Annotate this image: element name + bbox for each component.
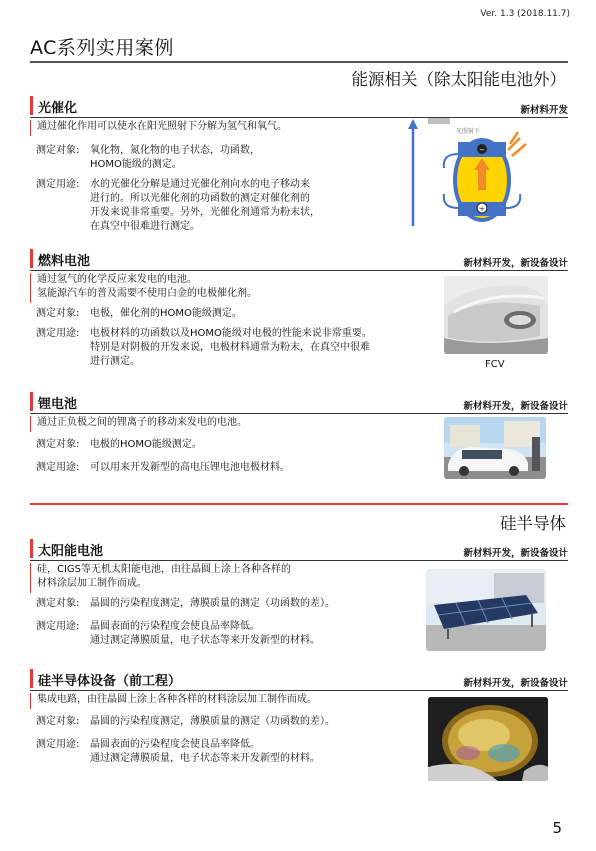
section-tag: 新材料开发，新设备设计	[463, 678, 568, 689]
measure-use-line: 晶圆表面的污染程度会使良品率降低。	[90, 739, 260, 750]
section-header-fuel-cell	[30, 247, 568, 271]
section-heading: 光催化	[38, 101, 78, 116]
description-text: 通过正负极之间的锂离子的移动来发电的电池。	[37, 417, 247, 428]
section-tag: 新材料开发	[520, 105, 568, 116]
ev-charging-image	[444, 417, 546, 479]
title-divider	[30, 61, 568, 63]
section-header-semiconductor	[30, 667, 568, 691]
measure-use-label: 测定用途:	[36, 179, 80, 190]
description-box	[30, 693, 390, 709]
svg-text:−: −	[479, 146, 485, 154]
header-accent-bar	[30, 392, 33, 411]
section-tag: 新材料开发，新设备设计	[463, 548, 568, 559]
section-tag: 新材料开发，新设备设计	[463, 401, 568, 412]
measure-use-row	[30, 620, 430, 648]
section-divider	[30, 503, 568, 505]
measure-use-line: 可以用来开发新型的高电压锂电池电极材料。	[90, 462, 290, 473]
version-label: Ver. 1.3 (2018.11.7)	[480, 9, 570, 19]
description-text: 硅，CIGS等无机太阳能电池，由往晶圆上涂上各种各样的	[37, 564, 292, 575]
silicon-wafer-image	[428, 697, 548, 781]
measure-use-line: 通过测定薄膜质量，电子状态等来开发新型的材料。	[90, 635, 320, 646]
measure-object-label: 测定对象:	[36, 598, 80, 609]
diagram-label: 光照射下	[456, 128, 481, 135]
measure-object-line: 电极的HOMO能级测定。	[90, 439, 202, 450]
measure-use-label: 测定用途:	[36, 739, 80, 750]
header-accent-bar	[30, 669, 33, 688]
page-title: AC系列实用案例	[30, 37, 174, 59]
measure-object-label: 测定对象:	[36, 439, 80, 450]
svg-text:+: +	[479, 205, 485, 213]
measure-use-line: 电极材料的功函数以及HOMO能级对电极的性能来说非常重要。	[90, 328, 372, 339]
measure-use-row	[30, 327, 430, 369]
description-box	[30, 120, 390, 136]
description-text: 氢能源汽车的普及需要不使用白金的电极催化剂。	[37, 288, 257, 299]
details-block	[30, 709, 430, 766]
measure-object-row	[30, 307, 430, 321]
measure-object-label: 测定对象:	[36, 145, 80, 156]
page-number: 5	[552, 819, 562, 837]
header-accent-bar	[30, 539, 33, 558]
solar-panel-image	[426, 569, 546, 651]
section-heading: 燃料电池	[38, 254, 91, 269]
header-underline	[30, 560, 568, 562]
description-text: 通过氢气的化学反应来发电的电池。	[37, 274, 197, 285]
measure-object-line: 氧化物，氮化物的电子状态，功函数，	[90, 145, 260, 156]
photocatalysis-diagram	[404, 116, 534, 230]
section-heading: 硅半导体设备（前工程）	[38, 674, 182, 689]
section-heading: 锂电池	[38, 397, 78, 412]
section-header-lithium	[30, 390, 568, 414]
measure-use-label: 测定用途:	[36, 621, 80, 632]
fcv-car-image	[444, 276, 548, 354]
description-text: 材料涂层加工制作而成。	[37, 578, 147, 589]
header-underline	[30, 413, 568, 415]
header-accent-bar	[30, 96, 33, 115]
measure-object-row	[30, 715, 430, 729]
header-underline	[30, 270, 568, 272]
measure-use-line: 通过测定薄膜质量，电子状态等来开发新型的材料。	[90, 753, 320, 764]
measure-use-line: 进行测定。	[90, 356, 140, 367]
measure-object-line: 电极，催化剂的HOMO能级测定。	[90, 308, 242, 319]
details-block	[30, 432, 430, 475]
description-box	[30, 563, 390, 593]
measure-use-line: 在真空中很难进行测定。	[90, 221, 200, 232]
description-text: 集成电路，由往晶圆上涂上各种各样的材料涂层加工制作而成。	[37, 694, 317, 705]
measure-use-row	[30, 461, 430, 475]
measure-object-label: 测定对象:	[36, 716, 80, 727]
header-underline	[30, 690, 568, 692]
section-title-silicon: 硅半导体	[500, 514, 566, 533]
measure-use-row	[30, 178, 390, 234]
details-block	[30, 301, 430, 369]
measure-object-line: 晶圆的污染程度测定，薄膜质量的测定（功函数的差）。	[90, 716, 335, 727]
details-block	[30, 591, 430, 648]
measure-object-line: HOMO能级的测定。	[90, 159, 182, 170]
measure-use-line: 开发来说非常重要。另外，光催化剂通常为粉末状，	[90, 207, 320, 218]
section-header-solar	[30, 537, 568, 561]
measure-use-line: 水的光催化分解是通过光催化剂向水的电子移动来	[90, 179, 310, 190]
measure-object-label: 测定对象:	[36, 308, 80, 319]
section-tag: 新材料开发，新设备设计	[463, 258, 568, 269]
measure-object-row	[30, 144, 390, 172]
header-accent-bar	[30, 249, 33, 268]
measure-object-row	[30, 438, 430, 452]
measure-use-line: 进行的。所以光催化剂的功函数的测定对催化剂的	[90, 193, 310, 204]
description-box	[30, 273, 390, 303]
measure-object-row	[30, 597, 430, 611]
measure-use-line: 特别是对阴极的开发来说，电极材料通常为粉末，在真空中很难	[90, 342, 370, 353]
measure-use-line: 晶圆表面的污染程度会使良品率降低。	[90, 621, 260, 632]
measure-use-row	[30, 738, 430, 766]
description-box	[30, 416, 390, 432]
section-heading: 太阳能电池	[38, 544, 104, 559]
measure-use-label: 测定用途:	[36, 328, 80, 339]
measure-use-label: 测定用途:	[36, 462, 80, 473]
fcv-caption: FCV	[485, 359, 505, 370]
measure-object-line: 晶圆的污染程度测定，薄膜质量的测定（功函数的差）。	[90, 598, 335, 609]
description-text: 通过催化作用可以使水在阳光照射下分解为氢气和氧气。	[37, 121, 287, 132]
section-title-energy: 能源相关（除太阳能电池外）	[351, 70, 566, 89]
section-header-photocatalysis	[30, 94, 568, 118]
details-block	[30, 138, 390, 234]
